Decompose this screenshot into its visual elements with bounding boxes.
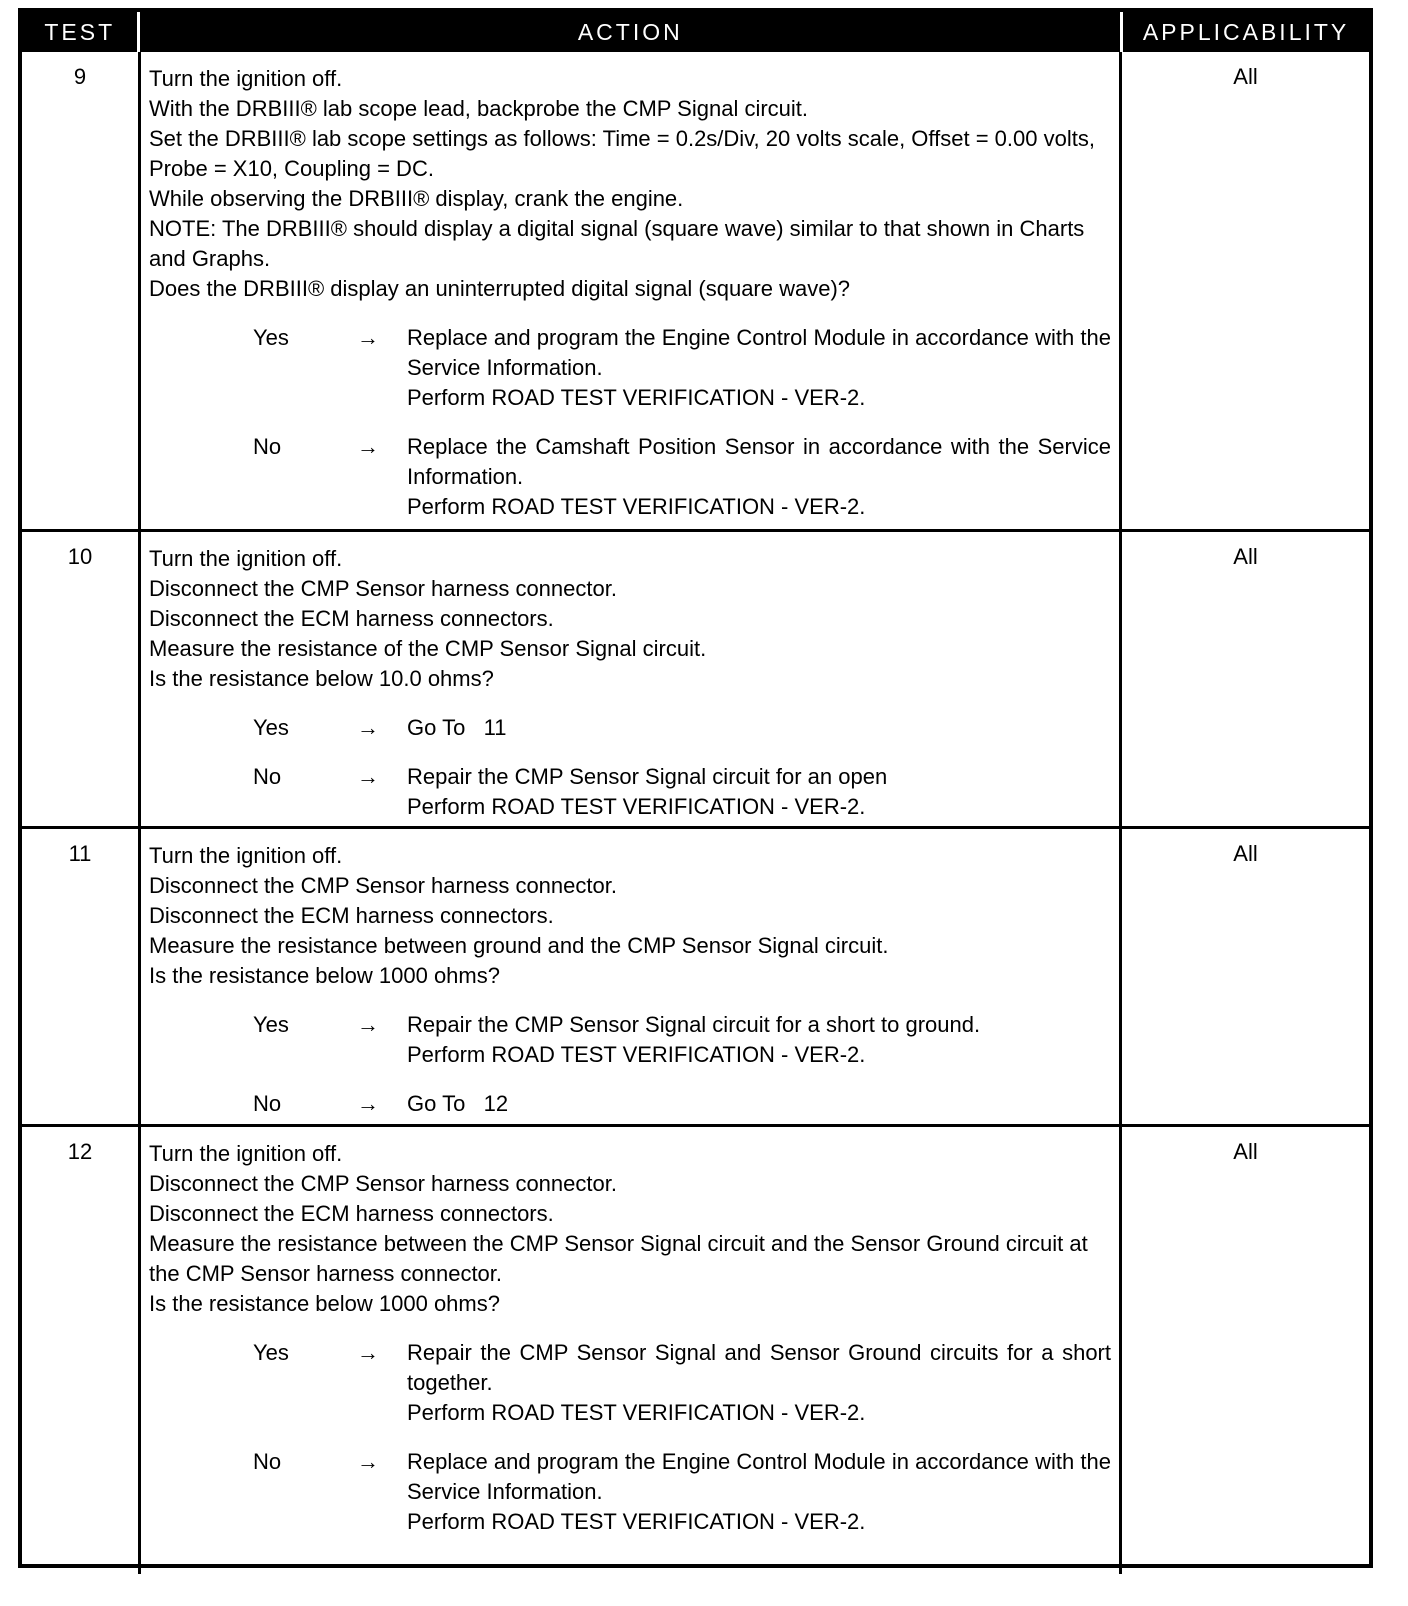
arrow-right-icon: → xyxy=(357,1449,379,1474)
yes-branch xyxy=(149,323,1118,413)
table-row xyxy=(22,826,1369,1124)
yes-branch xyxy=(149,1010,1111,1070)
result-line: Replace and program the Engine Control Module in accordance with the Service Information. xyxy=(407,325,1118,380)
action-step: Turn the ignition off. xyxy=(149,843,343,868)
applicability-value: All xyxy=(1233,1139,1258,1164)
action-step: Measure the resistance of the CMP Sensor Signal circuit. xyxy=(149,636,707,661)
header-action: ACTION xyxy=(137,12,1123,52)
arrow-right-icon: → xyxy=(357,715,379,740)
yes-result xyxy=(407,323,1118,413)
table-row xyxy=(22,1124,1369,1574)
arrow-right-icon: → xyxy=(357,1340,379,1365)
test-number: 9 xyxy=(73,64,87,89)
result-line: Perform ROAD TEST VERIFICATION - VER-2. xyxy=(407,385,866,410)
action-step: Is the resistance below 1000 ohms? xyxy=(149,1291,500,1316)
result-line: Perform ROAD TEST VERIFICATION - VER-2. xyxy=(407,494,866,519)
test-number: 11 xyxy=(68,841,92,866)
no-label: No xyxy=(253,764,282,789)
no-result xyxy=(407,1089,1111,1119)
table-row xyxy=(22,529,1369,826)
no-branch xyxy=(149,1447,1118,1537)
action-step: NOTE: The DRBIII® should display a digital signal (square wave) similar to that shown in Charts and Graphs. xyxy=(149,216,1085,271)
result-line: Go To 12 xyxy=(407,1091,509,1116)
result-line: Replace the Camshaft Position Sensor in accordance with the Service Information. xyxy=(407,434,1118,489)
action-cell xyxy=(138,52,1122,529)
yes-result xyxy=(407,1338,1118,1428)
result-line: Go To 11 xyxy=(407,715,507,740)
applicability-value: All xyxy=(1233,64,1258,89)
result-line: Perform ROAD TEST VERIFICATION - VER-2. xyxy=(407,1400,866,1425)
arrow-right-icon: → xyxy=(357,434,379,459)
arrow-right-icon: → xyxy=(357,1091,379,1116)
action-step: Disconnect the CMP Sensor harness connector. xyxy=(149,873,617,898)
yes-label: Yes xyxy=(253,1012,289,1037)
action-cell xyxy=(138,829,1122,1124)
table-header xyxy=(22,12,1369,52)
result-line: Perform ROAD TEST VERIFICATION - VER-2. xyxy=(407,1509,866,1534)
no-label: No xyxy=(253,1449,282,1474)
no-branch xyxy=(149,1089,1111,1119)
applicability-value: All xyxy=(1233,841,1258,866)
action-step: Turn the ignition off. xyxy=(149,1141,343,1166)
action-step: Disconnect the ECM harness connectors. xyxy=(149,606,554,631)
action-step: Turn the ignition off. xyxy=(149,66,343,91)
action-step: Disconnect the CMP Sensor harness connector. xyxy=(149,576,617,601)
no-result xyxy=(407,762,1111,822)
action-step: Measure the resistance between ground and the CMP Sensor Signal circuit. xyxy=(149,933,889,958)
action-cell xyxy=(138,1127,1122,1574)
yes-label: Yes xyxy=(253,325,289,350)
table-body xyxy=(22,52,1369,1574)
result-line: Repair the CMP Sensor Signal circuit for a short to ground. xyxy=(407,1012,981,1037)
no-result xyxy=(407,432,1118,522)
arrow-right-icon: → xyxy=(357,764,379,789)
no-label: No xyxy=(253,434,282,459)
yes-branch xyxy=(149,1338,1118,1428)
action-step: Disconnect the CMP Sensor harness connector. xyxy=(149,1171,617,1196)
test-number: 10 xyxy=(67,544,93,569)
yes-branch xyxy=(149,713,1111,743)
yes-result xyxy=(407,1010,1111,1070)
applicability-value: All xyxy=(1233,544,1258,569)
yes-label: Yes xyxy=(253,715,289,740)
yes-result xyxy=(407,713,1111,743)
action-step: Set the DRBIII® lab scope settings as follows: Time = 0.2s/Div, 20 volts scale, Offset = 0.00 volts, Probe = X10, Coupling = DC. xyxy=(149,126,1095,181)
no-result xyxy=(407,1447,1118,1537)
table-row xyxy=(22,52,1369,529)
diagnostic-table xyxy=(18,8,1373,1568)
action-step: Is the resistance below 10.0 ohms? xyxy=(149,666,494,691)
action-step: Is the resistance below 1000 ohms? xyxy=(149,963,500,988)
action-step: Disconnect the ECM harness connectors. xyxy=(149,903,554,928)
result-line: Repair the CMP Sensor Signal circuit for an open xyxy=(407,764,888,789)
test-number: 12 xyxy=(67,1139,93,1164)
header-test: TEST xyxy=(44,18,116,45)
result-line: Replace and program the Engine Control Module in accordance with the Service Information. xyxy=(407,1449,1118,1504)
header-applicability: APPLICABILITY xyxy=(1142,18,1350,45)
result-line: Perform ROAD TEST VERIFICATION - VER-2. xyxy=(407,794,866,819)
arrow-right-icon: → xyxy=(357,325,379,350)
action-step: Turn the ignition off. xyxy=(149,546,343,571)
action-step: With the DRBIII® lab scope lead, backprobe the CMP Signal circuit. xyxy=(149,96,809,121)
result-line: Repair the CMP Sensor Signal and Sensor Ground circuits for a short together. xyxy=(407,1340,1118,1395)
no-branch xyxy=(149,432,1118,522)
no-branch xyxy=(149,762,1111,822)
arrow-right-icon: → xyxy=(357,1012,379,1037)
action-step: Measure the resistance between the CMP Sensor Signal circuit and the Sensor Ground circuit at the CMP Sensor harness connector. xyxy=(149,1231,1088,1286)
yes-label: Yes xyxy=(253,1340,289,1365)
action-cell xyxy=(138,532,1122,826)
no-label: No xyxy=(253,1091,282,1116)
result-line: Perform ROAD TEST VERIFICATION - VER-2. xyxy=(407,1042,866,1067)
action-step: Does the DRBIII® display an uninterrupted digital signal (square wave)? xyxy=(149,276,851,301)
action-step: While observing the DRBIII® display, crank the engine. xyxy=(149,186,684,211)
action-step: Disconnect the ECM harness connectors. xyxy=(149,1201,554,1226)
